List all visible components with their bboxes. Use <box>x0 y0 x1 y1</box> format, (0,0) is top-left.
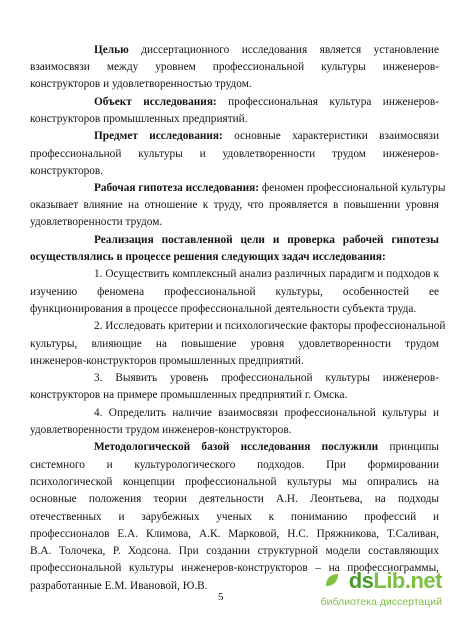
text-line: системного и культурологического подходов. При формировании <box>30 459 439 471</box>
text-line: Реализация поставленной цели и проверка рабочей гипотезы <box>94 234 439 246</box>
watermark-subtitle: библиотека диссертаций <box>320 596 442 608</box>
text-line: психологической концепции профессиональной культуры мы опирались на <box>30 476 439 488</box>
text-line: 4. Определить наличие взаимосвязи профессиональной культуры и <box>94 407 439 419</box>
text-line: удовлетворенности трудом. <box>30 216 163 228</box>
text-line: конструкторов. <box>30 165 104 177</box>
text-line: профессионалов Е.А. Климова, А.К. Марковой, Н.С. Пряжникова, Т.Саливан, <box>30 528 439 540</box>
text-line: конструкторов на примере промышленных предприятий г. Омска. <box>30 389 348 401</box>
text-line: разработанные Е.М. Ивановой, Ю.В. <box>30 580 208 592</box>
text-line: осуществлялись в процессе решения следующих задач исследования: <box>30 251 386 263</box>
watermark-logo: dsLib.net <box>348 568 442 593</box>
watermark[interactable] <box>320 568 442 612</box>
text-line: взаимосвязи между уровнем профессиональной культуры инженеров- <box>30 61 439 73</box>
text-line: культуры, влияющие на повышение уровня удовлетворенности трудом <box>30 338 439 350</box>
text-line: Целью диссертационного исследования является установление <box>94 44 439 56</box>
text-line: Объект исследования: профессиональная культура инженеров- <box>94 96 439 108</box>
text-line: Предмет исследования: основные характеристики взаимосвязи <box>94 130 440 142</box>
leaf-icon <box>324 572 340 588</box>
text-line: 1. Осуществить комплексный анализ различных парадигм и подходов к <box>94 268 439 280</box>
text-line: профессиональной культуры инженеров-конструкторов – на профессиограммы, <box>30 562 439 574</box>
text-line: профессиональной культуры и удовлетворенности трудом инженеров- <box>30 148 439 160</box>
text-line: конструкторов и удовлетворенностью трудом. <box>30 78 252 90</box>
text-line: 2. Исследовать критерии и психологические факторы профессиональной <box>94 320 446 332</box>
text-line: функционирования в процессе профессиональной деятельности субъекта труда. <box>30 303 417 315</box>
text-line: изучению феномена профессиональной культуры, особенностей ее <box>30 286 439 298</box>
page-number: 5 <box>218 591 224 603</box>
text-line: Рабочая гипотеза исследования: феномен профессиональной культуры <box>94 182 446 194</box>
text-line: удовлетворенности трудом инженеров-конструкторов. <box>30 424 292 436</box>
text-line: отечественных и зарубежных ученых к пониманию профессий и <box>30 511 439 523</box>
text-line: 3. Выявить уровень профессиональной культуры инженеров- <box>94 372 439 384</box>
text-line: Методологической базой исследования послужили принципы <box>94 441 439 453</box>
text-line: конструкторов промышленных предприятий. <box>30 113 248 125</box>
text-line: основные положения теории деятельности А.Н. Леонтьева, на подходы <box>30 493 439 505</box>
text-line: В.А. Толочека, Р. Ходсона. При создании структурной модели составляющих <box>30 545 439 557</box>
text-line: оказывает влияние на отношение к труду, что проявляется в повышении уровня <box>30 199 439 211</box>
text-line: инженеров-конструкторов промышленных предприятий. <box>30 355 304 367</box>
